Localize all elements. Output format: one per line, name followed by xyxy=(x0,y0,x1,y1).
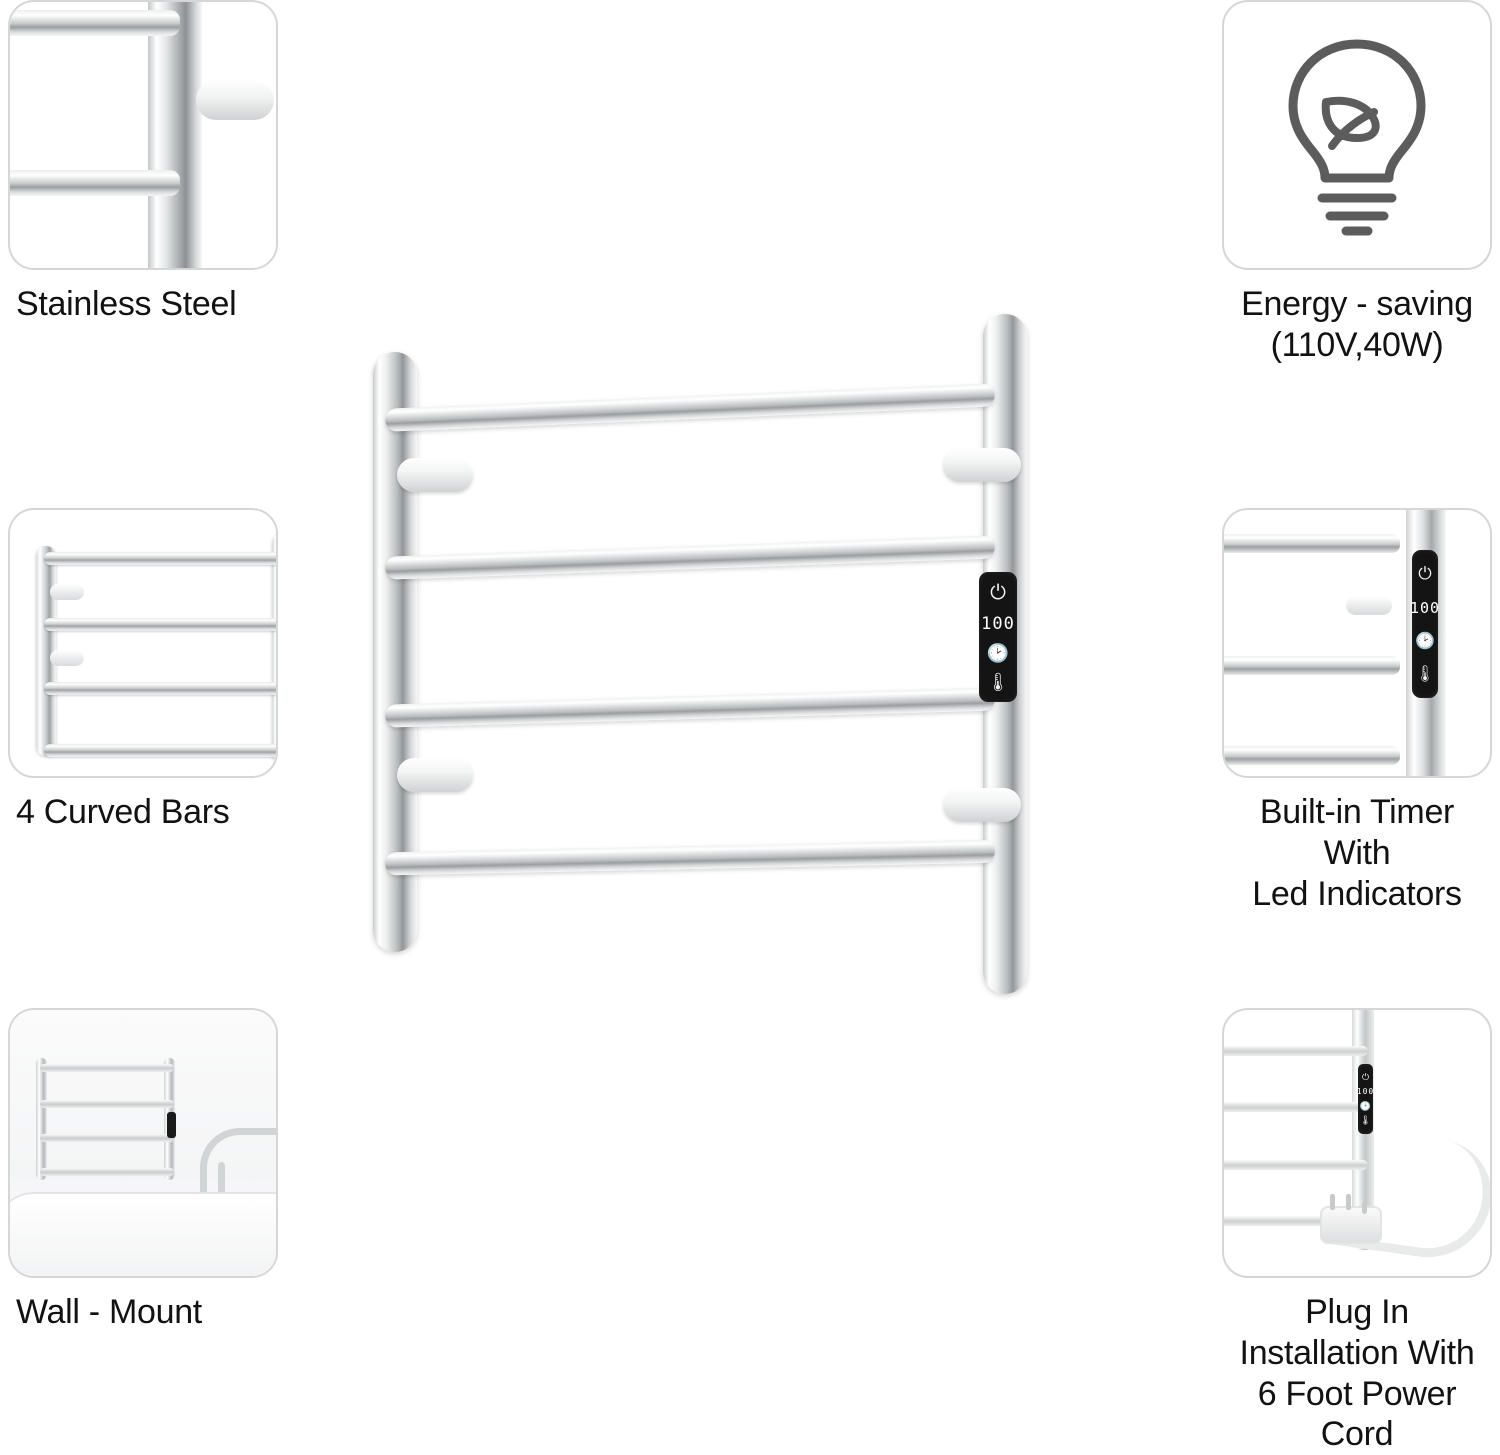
feature-caption: 4 Curved Bars xyxy=(16,793,230,831)
clock-icon[interactable]: 🕑 xyxy=(1415,633,1435,651)
temperature-display: 100 xyxy=(1356,1087,1375,1097)
product-nub xyxy=(397,458,473,492)
feature-thumbnail-plug-in-installation xyxy=(1222,1008,1492,1278)
control-panel-small[interactable] xyxy=(1358,1064,1373,1134)
feature-caption: Stainless Steel xyxy=(16,285,237,323)
power-icon[interactable]: ⏻ xyxy=(1418,563,1432,583)
mini-post-right-graphic xyxy=(272,534,278,762)
feature-caption-line1: Built-in Timer With xyxy=(1259,793,1455,872)
feature-caption-line2: 6 Foot Power Cord xyxy=(1257,1374,1457,1454)
feature-thumbnail-curved-bars xyxy=(8,508,278,778)
product-rail xyxy=(385,687,995,727)
feature-thumbnail-wall-mount xyxy=(8,1008,278,1278)
thermometer-icon[interactable]: 🌡 xyxy=(1414,666,1436,684)
product-image xyxy=(345,300,1045,1000)
feature-caption xyxy=(1222,792,1492,914)
rail-graphic xyxy=(1222,1046,1368,1056)
steel-rail-graphic xyxy=(8,170,180,196)
feature-curved-bars xyxy=(8,508,278,833)
mini-rail-graphic xyxy=(44,744,278,757)
mini-rail-graphic xyxy=(44,618,278,631)
eco-lightbulb-icon xyxy=(1262,28,1452,243)
plug-prong-graphic xyxy=(1346,1194,1351,1210)
product-nub xyxy=(943,788,1021,822)
clock-icon: 🕑 xyxy=(1359,1100,1372,1111)
feature-caption-line2: Led Indicators xyxy=(1252,874,1462,913)
product-nub xyxy=(943,448,1021,482)
plug-head-graphic xyxy=(1320,1206,1382,1244)
feature-thumbnail-energy-saving xyxy=(1222,0,1492,270)
feature-caption xyxy=(1222,284,1492,366)
mini-rail-graphic xyxy=(44,552,278,565)
bathtub-graphic xyxy=(8,1192,278,1278)
power-icon[interactable]: ⏻ xyxy=(990,582,1006,605)
rail-graphic xyxy=(1222,1102,1368,1112)
rail-closeup-graphic xyxy=(1222,746,1400,765)
mini-nub-graphic xyxy=(50,650,84,666)
control-panel[interactable] xyxy=(1409,550,1441,698)
feature-plug-in-installation xyxy=(1222,1008,1492,1455)
steel-post-graphic xyxy=(148,0,202,270)
feature-caption: Wall - Mount xyxy=(16,1293,202,1331)
feature-thumbnail-built-in-timer xyxy=(1222,508,1492,778)
feature-caption-line1: Energy - saving xyxy=(1241,285,1473,323)
mini-nub-graphic xyxy=(50,584,84,600)
feature-caption-line1: Plug In Installation With xyxy=(1239,1293,1475,1372)
feature-caption xyxy=(1222,1292,1492,1455)
rail-closeup-graphic xyxy=(1222,656,1400,675)
feature-wall-mount xyxy=(8,1008,278,1333)
plug-ground-prong-graphic xyxy=(1362,1202,1367,1214)
rail-closeup-graphic xyxy=(1222,534,1400,553)
clock-icon[interactable]: 🕑 xyxy=(986,643,1010,664)
product-rail xyxy=(385,383,995,432)
product-rail xyxy=(385,535,995,579)
feature-built-in-timer xyxy=(1222,508,1492,914)
temperature-display: 100 xyxy=(981,613,1015,634)
mini-rack-graphic xyxy=(10,510,276,776)
steel-nub-graphic xyxy=(196,80,274,120)
nub-closeup-graphic xyxy=(1346,596,1392,615)
feature-stainless-steel xyxy=(8,0,278,325)
feature-caption-line2: (110V,40W) xyxy=(1270,325,1444,364)
mini-rail-graphic xyxy=(44,682,278,695)
feature-energy-saving xyxy=(1222,0,1492,366)
steel-rail-graphic xyxy=(8,10,180,36)
thermometer-icon[interactable]: 🌡 xyxy=(986,671,1010,692)
product-nub xyxy=(397,758,473,792)
power-icon: ⏻ xyxy=(1361,1071,1370,1082)
temperature-display: 100 xyxy=(1409,598,1441,617)
product-control-panel[interactable] xyxy=(979,572,1017,702)
rack-in-scene-graphic xyxy=(32,1058,180,1180)
product-rail xyxy=(385,840,995,876)
feature-thumbnail-stainless-steel xyxy=(8,0,278,270)
control-panel-graphic xyxy=(167,1112,176,1138)
thermometer-icon: 🌡 xyxy=(1359,1115,1372,1126)
plug-prong-graphic xyxy=(1330,1194,1335,1210)
